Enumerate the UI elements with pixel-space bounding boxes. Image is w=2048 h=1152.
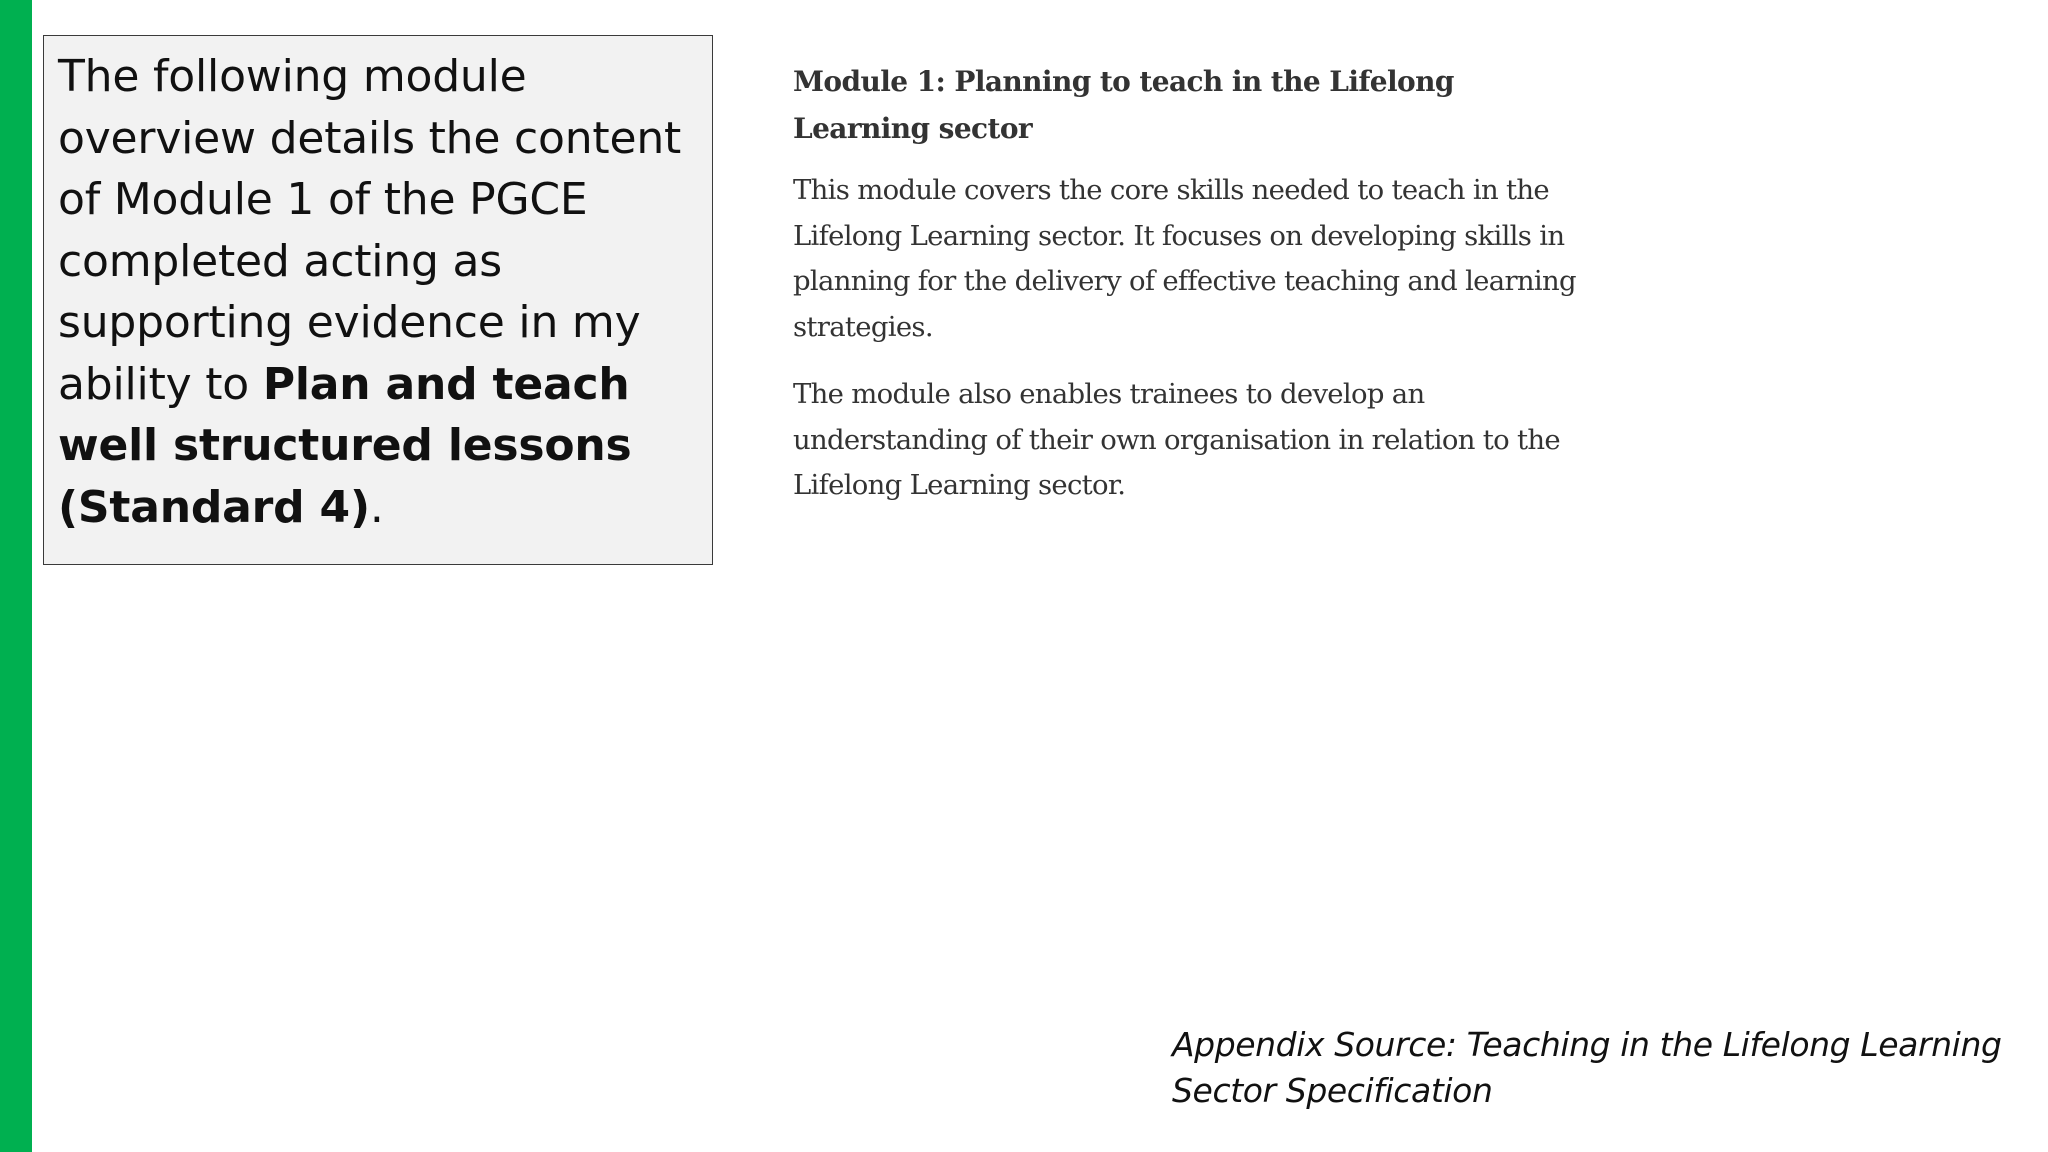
callout-emphasis: Plan and teach well structured lessons (Standard 4) bbox=[58, 358, 632, 533]
module-paragraph-core-skills: This module covers the core skills needed to teach in the Lifelong Learning sector. It focuses on developing skills in planning for the delivery of effective teaching and learning strategies. bbox=[793, 174, 1576, 343]
callout-box bbox=[43, 35, 713, 565]
green-accent-bar bbox=[0, 0, 32, 1152]
callout-intro: The following module overview details the content of Module 1 of the PGCE completed acting as supporting evidence in my ability to bbox=[58, 51, 682, 410]
callout-ending: . bbox=[369, 481, 384, 533]
appendix-source-caption: Appendix Source: Teaching in the Lifelong Learning Sector Specification bbox=[1172, 1025, 2002, 1110]
module-paragraph-organisation: The module also enables trainees to develop an understanding of their own organisation in relation to the Lifelong Learning sector. bbox=[793, 378, 1560, 501]
module-overview-excerpt bbox=[793, 58, 1593, 531]
module-heading: Module 1: Planning to teach in the Lifelong Learning sector bbox=[793, 65, 1454, 145]
callout-text bbox=[58, 46, 700, 538]
